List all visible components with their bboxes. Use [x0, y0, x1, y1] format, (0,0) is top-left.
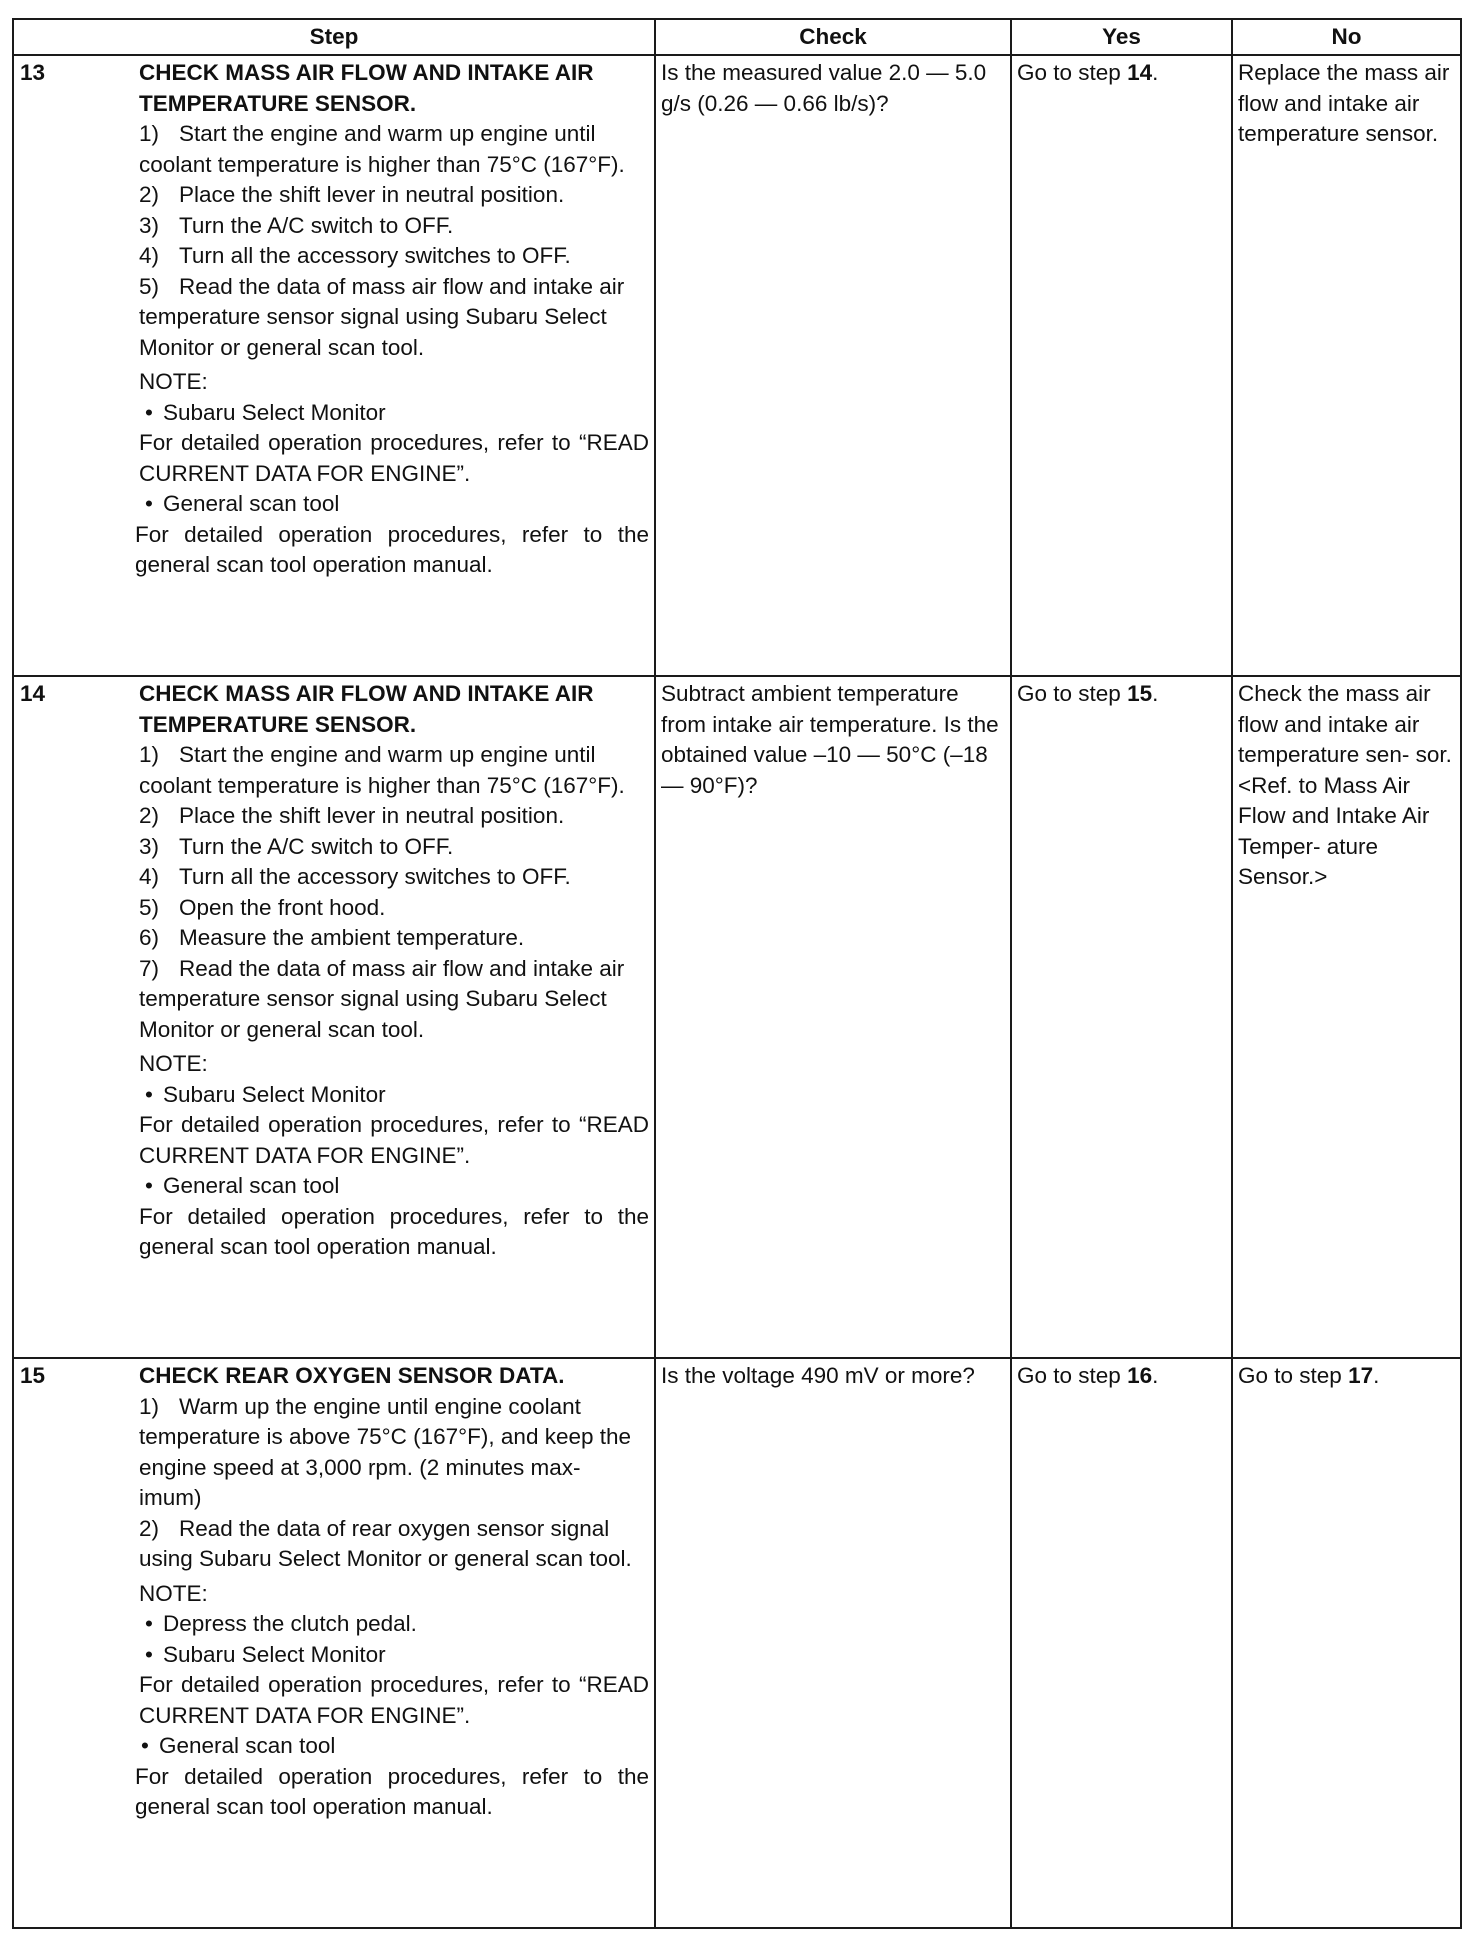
table-row-step-15: [13, 1358, 1461, 1928]
note-text: For detailed operation procedures, refer to the general scan tool operation manual.: [135, 1763, 649, 1819]
step-title-line: CHECK MASS AIR FLOW AND INTAKE AIR: [139, 60, 594, 85]
procedure-item: 7) Read the data of mass air flow and intake air temperature sensor signal using Subaru Select Monitor or general scan tool.: [139, 955, 625, 1042]
step-cell: [13, 55, 655, 676]
note-bullet: • General scan tool: [135, 1731, 649, 1762]
procedure-item: 1) Start the engine and warm up engine until coolant temperature is higher than 75°C (167°F).: [139, 742, 625, 798]
step-number: 14: [20, 681, 46, 706]
step-title-line: TEMPERATURE SENSOR.: [139, 90, 417, 116]
note-text: For detailed operation procedures, refer to “READ CURRENT DATA FOR ENGINE”.: [139, 1112, 649, 1168]
note-bullet: • Depress the clutch pedal.: [139, 1609, 649, 1640]
no-cell: Replace the mass air flow and intake air temperature sensor.: [1232, 55, 1461, 676]
check-cell: Subtract ambient temperature from intake air temperature. Is the obtained value –10 — 50°C (–18 — 90°F)?: [655, 676, 1011, 1358]
note-text: For detailed operation procedures, refer to “READ CURRENT DATA FOR ENGINE”.: [139, 1672, 649, 1728]
procedure-item: 4) Turn all the accessory switches to OFF.: [139, 864, 571, 889]
check-cell: Is the voltage 490 mV or more?: [655, 1358, 1011, 1928]
bullet-dot-icon: •: [145, 491, 153, 516]
note-label: NOTE:: [139, 1051, 208, 1076]
note-bullet: • Subaru Select Monitor: [139, 1640, 649, 1671]
step-title-line: CHECK REAR OXYGEN SENSOR DATA.: [139, 1363, 565, 1388]
procedure-item: 6) Measure the ambient temperature.: [139, 925, 525, 950]
note-bullet: • General scan tool: [139, 489, 649, 520]
procedure-item: 3) Turn the A/C switch to OFF.: [139, 212, 454, 238]
note-bullet: • Subaru Select Monitor: [139, 1080, 649, 1111]
step-body: [135, 58, 649, 581]
step-body: [135, 1361, 649, 1823]
bullet-dot-icon: •: [145, 399, 153, 425]
note-label: NOTE:: [139, 369, 208, 394]
procedure-item: 2) Read the data of rear oxygen sensor signal using Subaru Select Monitor or general scan tool.: [139, 1515, 632, 1571]
header-no: No: [1232, 19, 1461, 55]
bullet-dot-icon: •: [145, 1641, 153, 1667]
yes-cell: Go to step 15.: [1011, 676, 1232, 1358]
step-number: 15: [20, 1363, 46, 1388]
next-step-number: 16: [1127, 1363, 1153, 1388]
procedure-item: 4) Turn all the accessory switches to OFF.: [139, 243, 571, 268]
diagnostic-table-sheet: [12, 18, 1460, 1922]
table-header-row: [13, 19, 1461, 55]
note-text: For detailed operation procedures, refer to the general scan tool operation manual.: [135, 521, 649, 577]
bullet-dot-icon: •: [145, 1173, 153, 1198]
header-step: Step: [13, 19, 655, 55]
table-row-step-14: [13, 676, 1461, 1358]
procedure-item: 2) Place the shift lever in neutral position.: [139, 803, 565, 828]
bullet-dot-icon: •: [145, 1611, 153, 1636]
procedure-item: 5) Read the data of mass air flow and intake air temperature sensor signal using Subaru Select Monitor or general scan tool.: [139, 273, 625, 360]
header-yes: Yes: [1011, 19, 1232, 55]
next-step-number: 15: [1127, 681, 1153, 706]
note-text: For detailed operation procedures, refer to “READ CURRENT DATA FOR ENGINE”.: [139, 430, 649, 486]
next-step-number: 17: [1348, 1363, 1374, 1388]
next-step-number: 14: [1127, 60, 1153, 85]
yes-cell: Go to step 14.: [1011, 55, 1232, 676]
header-check: Check: [655, 19, 1011, 55]
step-cell: [13, 676, 655, 1358]
procedure-item: 1) Warm up the engine until engine coolant temperature is above 75°C (167°F), and keep the engine speed at 3,000 rpm. (2 minutes max- imum): [139, 1393, 632, 1510]
step-title-line: CHECK MASS AIR FLOW AND INTAKE AIR: [139, 681, 594, 706]
no-cell: Go to step 17.: [1232, 1358, 1461, 1928]
step-title-line: TEMPERATURE SENSOR.: [139, 711, 417, 737]
bullet-dot-icon: •: [141, 1733, 149, 1758]
procedure-item: 3) Turn the A/C switch to OFF.: [139, 833, 454, 859]
table-row-step-13: [13, 55, 1461, 676]
bullet-dot-icon: •: [145, 1081, 153, 1107]
note-bullet: • Subaru Select Monitor: [139, 398, 649, 429]
step-cell: [13, 1358, 655, 1928]
step-body: [139, 679, 649, 1263]
no-cell: Check the mass air flow and intake air temperature sen- sor. <Ref. to Mass Air Flow and Intake Air Temper- ature Sensor.>: [1232, 676, 1461, 1358]
note-bullet: • General scan tool: [139, 1171, 649, 1202]
note-label: NOTE:: [139, 1580, 208, 1606]
yes-cell: Go to step 16.: [1011, 1358, 1232, 1928]
procedure-item: 1) Start the engine and warm up engine until coolant temperature is higher than 75°C (167°F).: [139, 121, 625, 177]
procedure-item: 5) Open the front hood.: [139, 894, 386, 920]
check-cell: Is the measured value 2.0 — 5.0 g/s (0.26 — 0.66 lb/s)?: [655, 55, 1011, 676]
note-text: For detailed operation procedures, refer to the general scan tool operation manual.: [139, 1203, 649, 1259]
procedure-item: 2) Place the shift lever in neutral position.: [139, 182, 565, 207]
step-number: 13: [20, 60, 46, 85]
diagnostic-procedure-table: [12, 18, 1462, 1929]
